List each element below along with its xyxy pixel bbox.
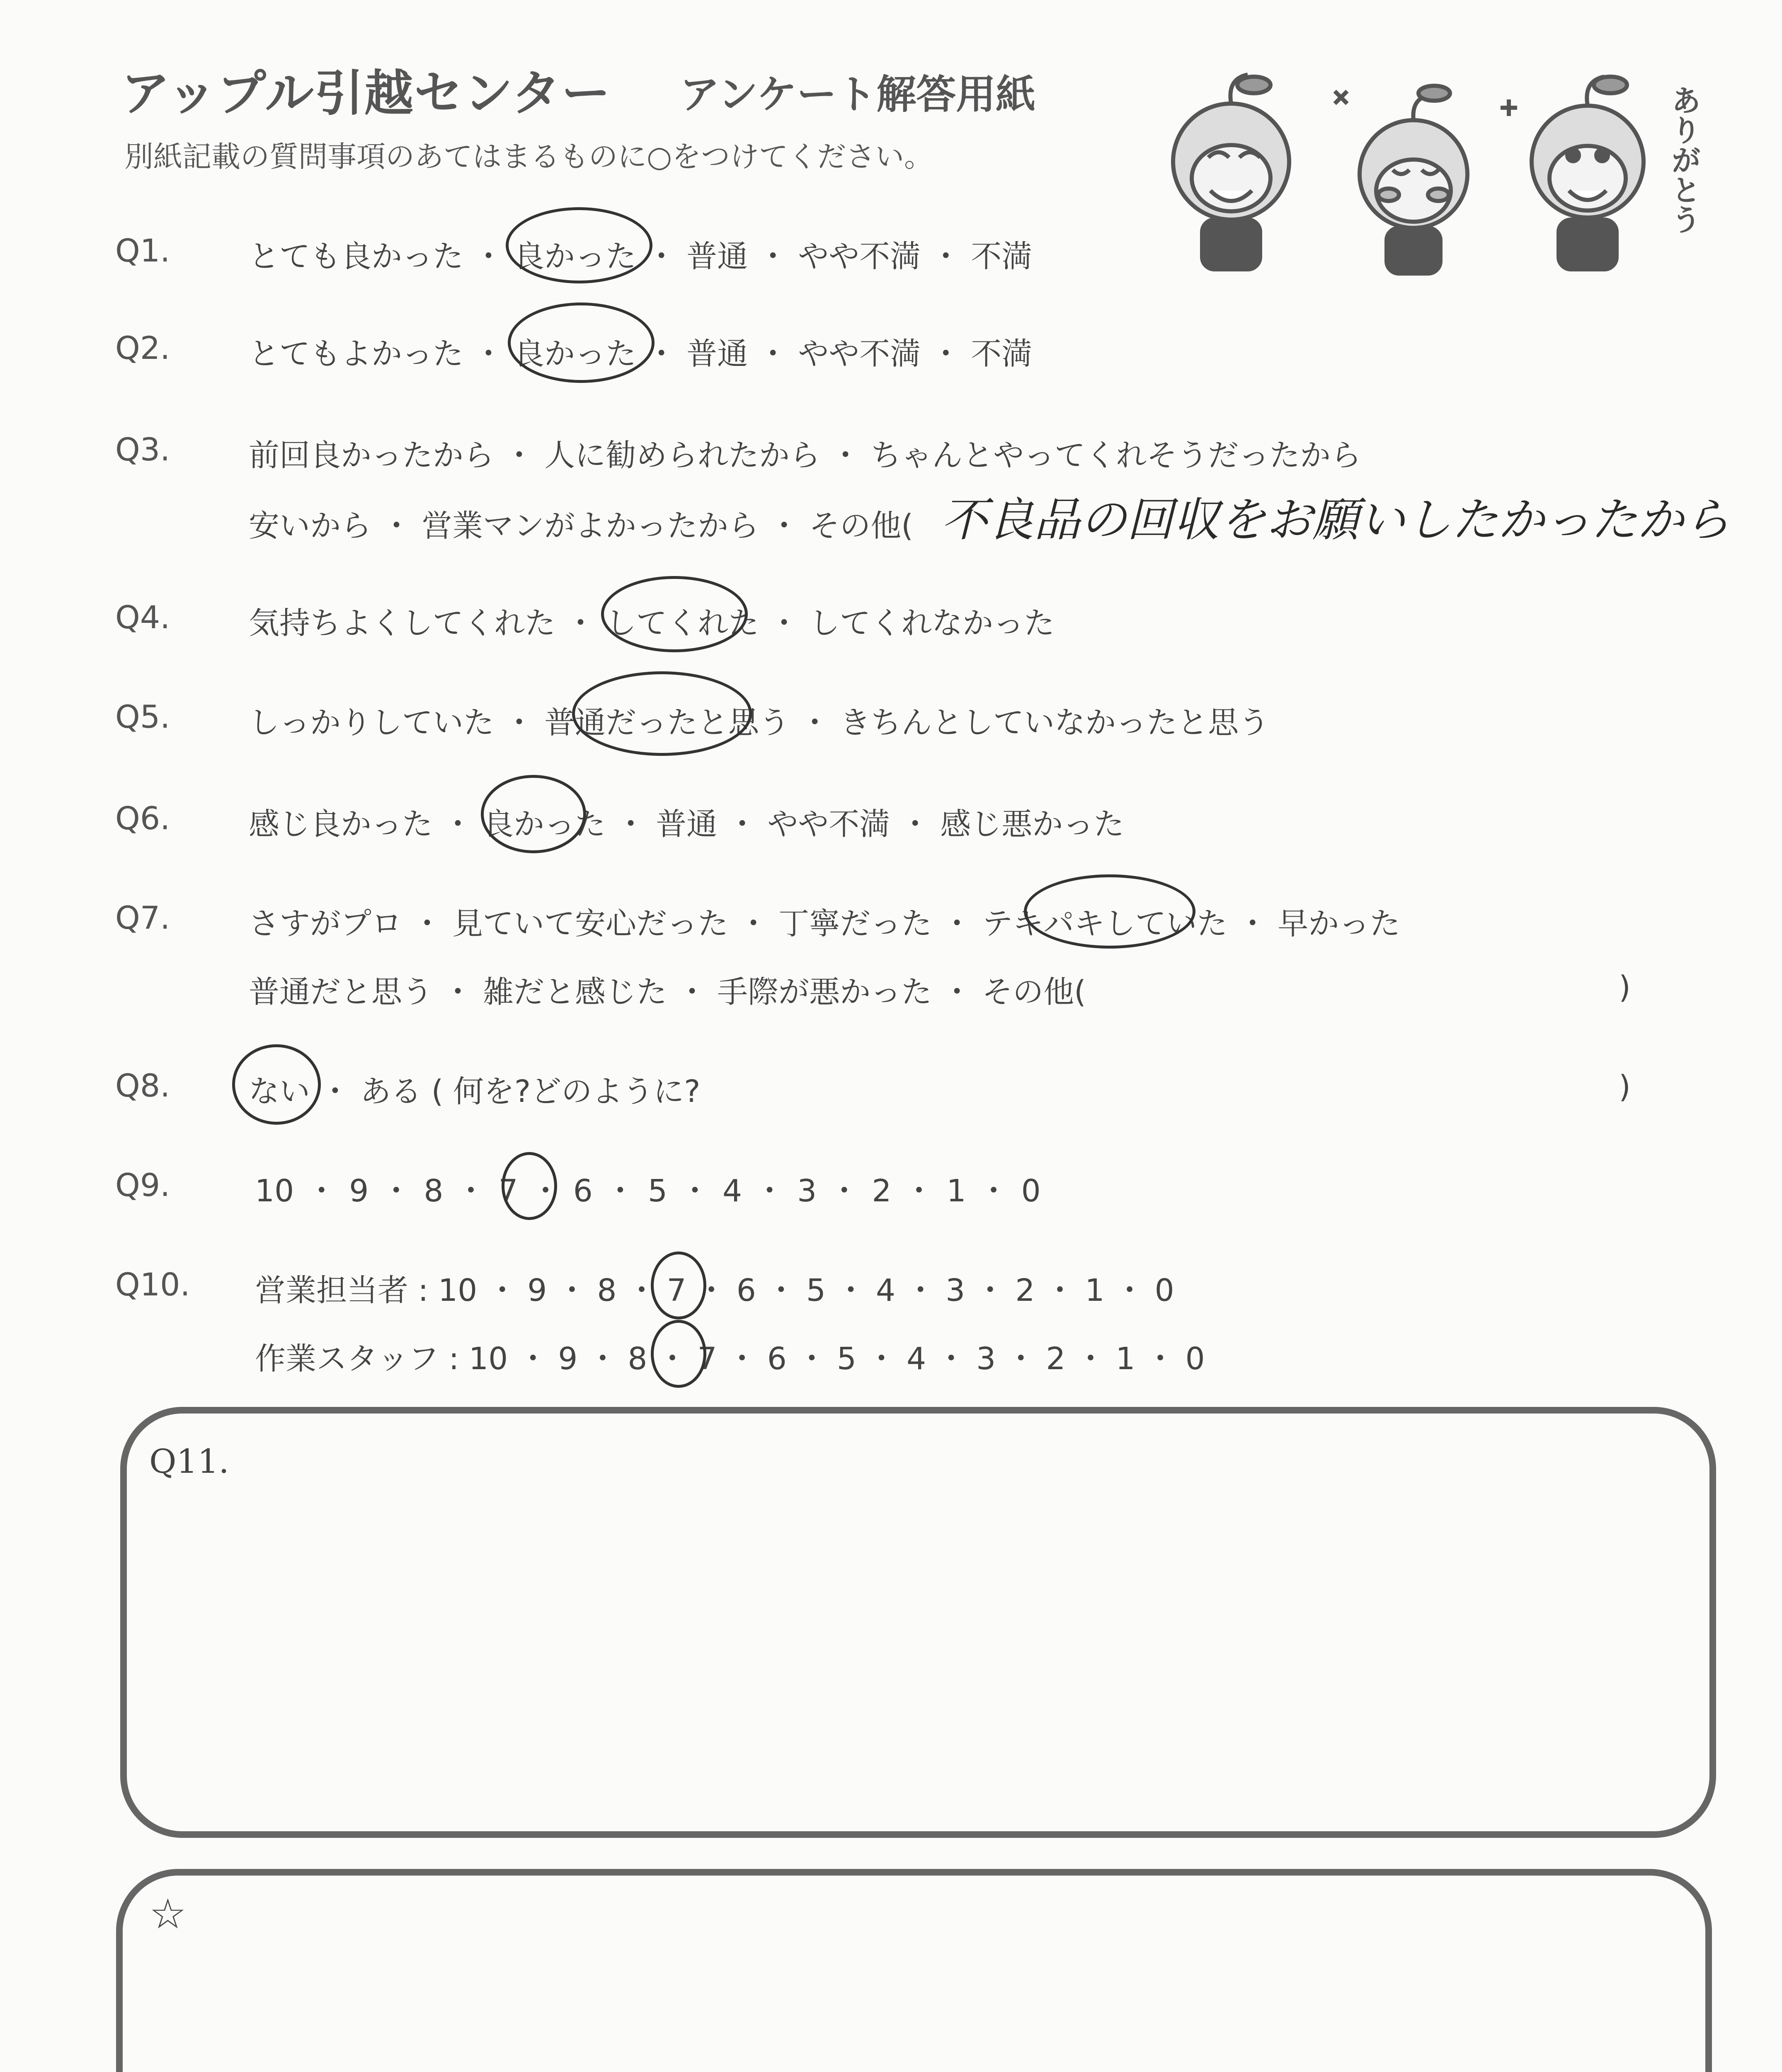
q6-options: 感じ良かった ・ 良かった ・ 普通 ・ やや不満 ・ 感じ悪かった <box>249 806 1125 842</box>
q5-option-1[interactable]: しっかりしていた <box>249 705 494 741</box>
q8-options: ない ・ ある ( 何を?どのように? <box>249 1074 701 1109</box>
q9-score-6[interactable]: 6 <box>573 1173 593 1209</box>
q1-options: とても良かった ・ 良かった ・ 普通 ・ やや不満 ・ 不満 <box>249 239 1033 274</box>
q7-option-5[interactable]: 早かった <box>1278 906 1401 942</box>
q9-number: Q9. <box>115 1167 170 1203</box>
q9-score-5[interactable]: 5 <box>647 1173 667 1209</box>
q9-score-3[interactable]: 3 <box>797 1173 817 1209</box>
star-label: ☆ <box>149 1890 187 1938</box>
q1-option-1[interactable]: とても良かった <box>249 239 463 274</box>
q7-options-line2: 普通だと思う ・ 雑だと感じた ・ 手際が悪かった ・ その他( <box>249 974 1086 1010</box>
q9-score-2[interactable]: 2 <box>872 1173 892 1209</box>
mascot-illustration <box>1136 66 1700 282</box>
q7-option-7[interactable]: 雑だと感じた <box>483 974 667 1010</box>
q1-number: Q1. <box>115 232 170 269</box>
q4-option-2[interactable]: してくれた <box>606 605 759 641</box>
q5-option-2[interactable]: 普通だったと思う <box>544 705 790 741</box>
q3-options-line2: 安いから ・ 営業マンがよかったから ・ その他( <box>249 508 913 544</box>
q5-selection-circle <box>572 671 752 756</box>
q4-number: Q4. <box>115 599 170 636</box>
q2-option-1[interactable]: とてもよかった <box>249 336 463 372</box>
q6-option-1[interactable]: 感じ良かった <box>249 806 433 842</box>
q9-score-7[interactable]: 7 <box>498 1173 518 1209</box>
form-subtitle: アンケート解答用紙 <box>680 71 1036 118</box>
star-comment-box[interactable] <box>116 1869 1712 2072</box>
q7-option-2[interactable]: 見ていて安心だった <box>452 906 729 942</box>
q8-close-paren: ) <box>1619 1069 1631 1105</box>
q7-option-3[interactable]: 丁寧だった <box>778 906 932 942</box>
q1-option-2[interactable]: 良かった <box>514 239 637 274</box>
q8-detail: ( 何を?どのように? <box>431 1074 701 1109</box>
q2-selection-circle <box>508 303 655 383</box>
q3-other-handwritten: 不良品の回収をお願いしたかったから <box>941 493 1730 547</box>
q2-option-4[interactable]: やや不満 <box>798 336 921 372</box>
q7-close-paren: ) <box>1619 970 1631 1005</box>
q6-option-5[interactable]: 感じ悪かった <box>940 806 1125 842</box>
q7-option-1[interactable]: さすがプロ <box>249 906 402 942</box>
q6-option-3[interactable]: 普通 <box>656 806 718 842</box>
q9-score-0[interactable]: 0 <box>1021 1173 1041 1209</box>
q8-option-1[interactable]: ない <box>249 1074 310 1109</box>
q2-number: Q2. <box>115 329 170 366</box>
q6-option-4[interactable]: やや不満 <box>767 806 890 842</box>
q9-scale: 10 ・ 9 ・ 8 ・ 7 ・ 6 ・ 5 ・ 4 ・ 3 ・ 2 ・ 1 ・ 0 <box>255 1173 1041 1209</box>
q7-selection-circle <box>1024 874 1195 949</box>
q10-staff-row: 作業スタッフ : 10 ・ 9 ・ 8 ・ 7 ・ 6 ・ 5 ・ 4 ・ 3 ・ 2 ・ 1 ・ 0 <box>255 1341 1205 1377</box>
q8-number: Q8. <box>115 1067 170 1104</box>
q4-option-3[interactable]: してくれなかった <box>809 605 1055 641</box>
q1-option-5[interactable]: 不満 <box>971 239 1033 274</box>
q8-option-2[interactable]: ある <box>360 1074 422 1109</box>
q10-staff-selection-circle <box>651 1320 706 1388</box>
q7-option-4[interactable]: テキパキしていた <box>982 906 1228 942</box>
q9-score-1[interactable]: 1 <box>946 1173 966 1209</box>
q6-selection-circle <box>481 775 586 853</box>
q9-score-10[interactable]: 10 <box>255 1173 294 1209</box>
q9-score-9[interactable]: 9 <box>349 1173 369 1209</box>
q3-option-1[interactable]: 前回良かったから <box>249 438 494 473</box>
mascot-caption: ありがとう <box>1666 85 1701 234</box>
q3-option-4[interactable]: 安いから <box>249 508 371 544</box>
q1-option-4[interactable]: やや不満 <box>798 239 921 274</box>
q3-options-line1: 前回良かったから ・ 人に勧められたから ・ ちゃんとやってくれそうだったから <box>249 438 1362 473</box>
q5-options: しっかりしていた ・ 普通だったと思う ・ きちんとしていなかったと思う <box>249 705 1270 741</box>
q3-other-label: その他( <box>809 508 913 544</box>
q3-option-3[interactable]: ちゃんとやってくれそうだったから <box>870 438 1362 473</box>
q9-score-4[interactable]: 4 <box>722 1173 742 1209</box>
q7-option-6[interactable]: 普通だと思う <box>249 974 433 1010</box>
q11-comment-box[interactable] <box>120 1407 1716 1838</box>
q7-options-line1: さすがプロ ・ 見ていて安心だった ・ 丁寧だった ・ テキパキしていた ・ 早かった <box>249 906 1401 942</box>
q3-option-5[interactable]: 営業マンがよかったから <box>422 508 759 544</box>
q4-options: 気持ちよくしてくれた ・ してくれた ・ してくれなかった <box>249 605 1055 641</box>
q10-sales-selection-circle <box>651 1251 706 1319</box>
q6-option-2[interactable]: 良かった <box>483 806 606 842</box>
q7-other-label: その他( <box>982 974 1086 1010</box>
q10-number: Q10. <box>115 1266 190 1303</box>
q6-number: Q6. <box>115 800 170 837</box>
q4-option-1[interactable]: 気持ちよくしてくれた <box>249 605 555 641</box>
q5-number: Q5. <box>115 698 170 735</box>
mascot-monkeys-icon <box>1136 66 1700 282</box>
q4-selection-circle <box>601 576 748 652</box>
q9-score-8[interactable]: 8 <box>424 1173 444 1209</box>
q5-option-3[interactable]: きちんとしていなかったと思う <box>840 705 1270 741</box>
q8-selection-circle <box>232 1044 321 1125</box>
q10-sales-label: 営業担当者 : <box>255 1273 429 1308</box>
q1-option-3[interactable]: 普通 <box>686 239 748 274</box>
q11-label: Q11. <box>149 1442 229 1481</box>
q2-option-2[interactable]: 良かった <box>514 336 637 372</box>
q10-sales-row: 営業担当者 : 10 ・ 9 ・ 8 ・ 7 ・ 6 ・ 5 ・ 4 ・ 3 ・ 2 ・ 1 ・ 0 <box>255 1273 1174 1308</box>
q1-selection-circle <box>506 207 652 283</box>
q3-option-2[interactable]: 人に勧められたから <box>544 438 821 473</box>
q2-options: とてもよかった ・ 良かった ・ 普通 ・ やや不満 ・ 不満 <box>249 336 1033 372</box>
q3-number: Q3. <box>115 431 170 468</box>
q7-option-8[interactable]: 手際が悪かった <box>717 974 932 1010</box>
brand-title: アップル引越センター <box>121 65 611 122</box>
q7-number: Q7. <box>115 899 170 936</box>
q10-staff-label: 作業スタッフ : <box>255 1341 459 1377</box>
q2-option-5[interactable]: 不満 <box>971 336 1033 372</box>
instruction-text: 別紙記載の質問事項のあてはまるものに○をつけてください。 <box>124 140 933 174</box>
q9-selection-circle <box>502 1152 557 1220</box>
q2-option-3[interactable]: 普通 <box>686 336 748 372</box>
